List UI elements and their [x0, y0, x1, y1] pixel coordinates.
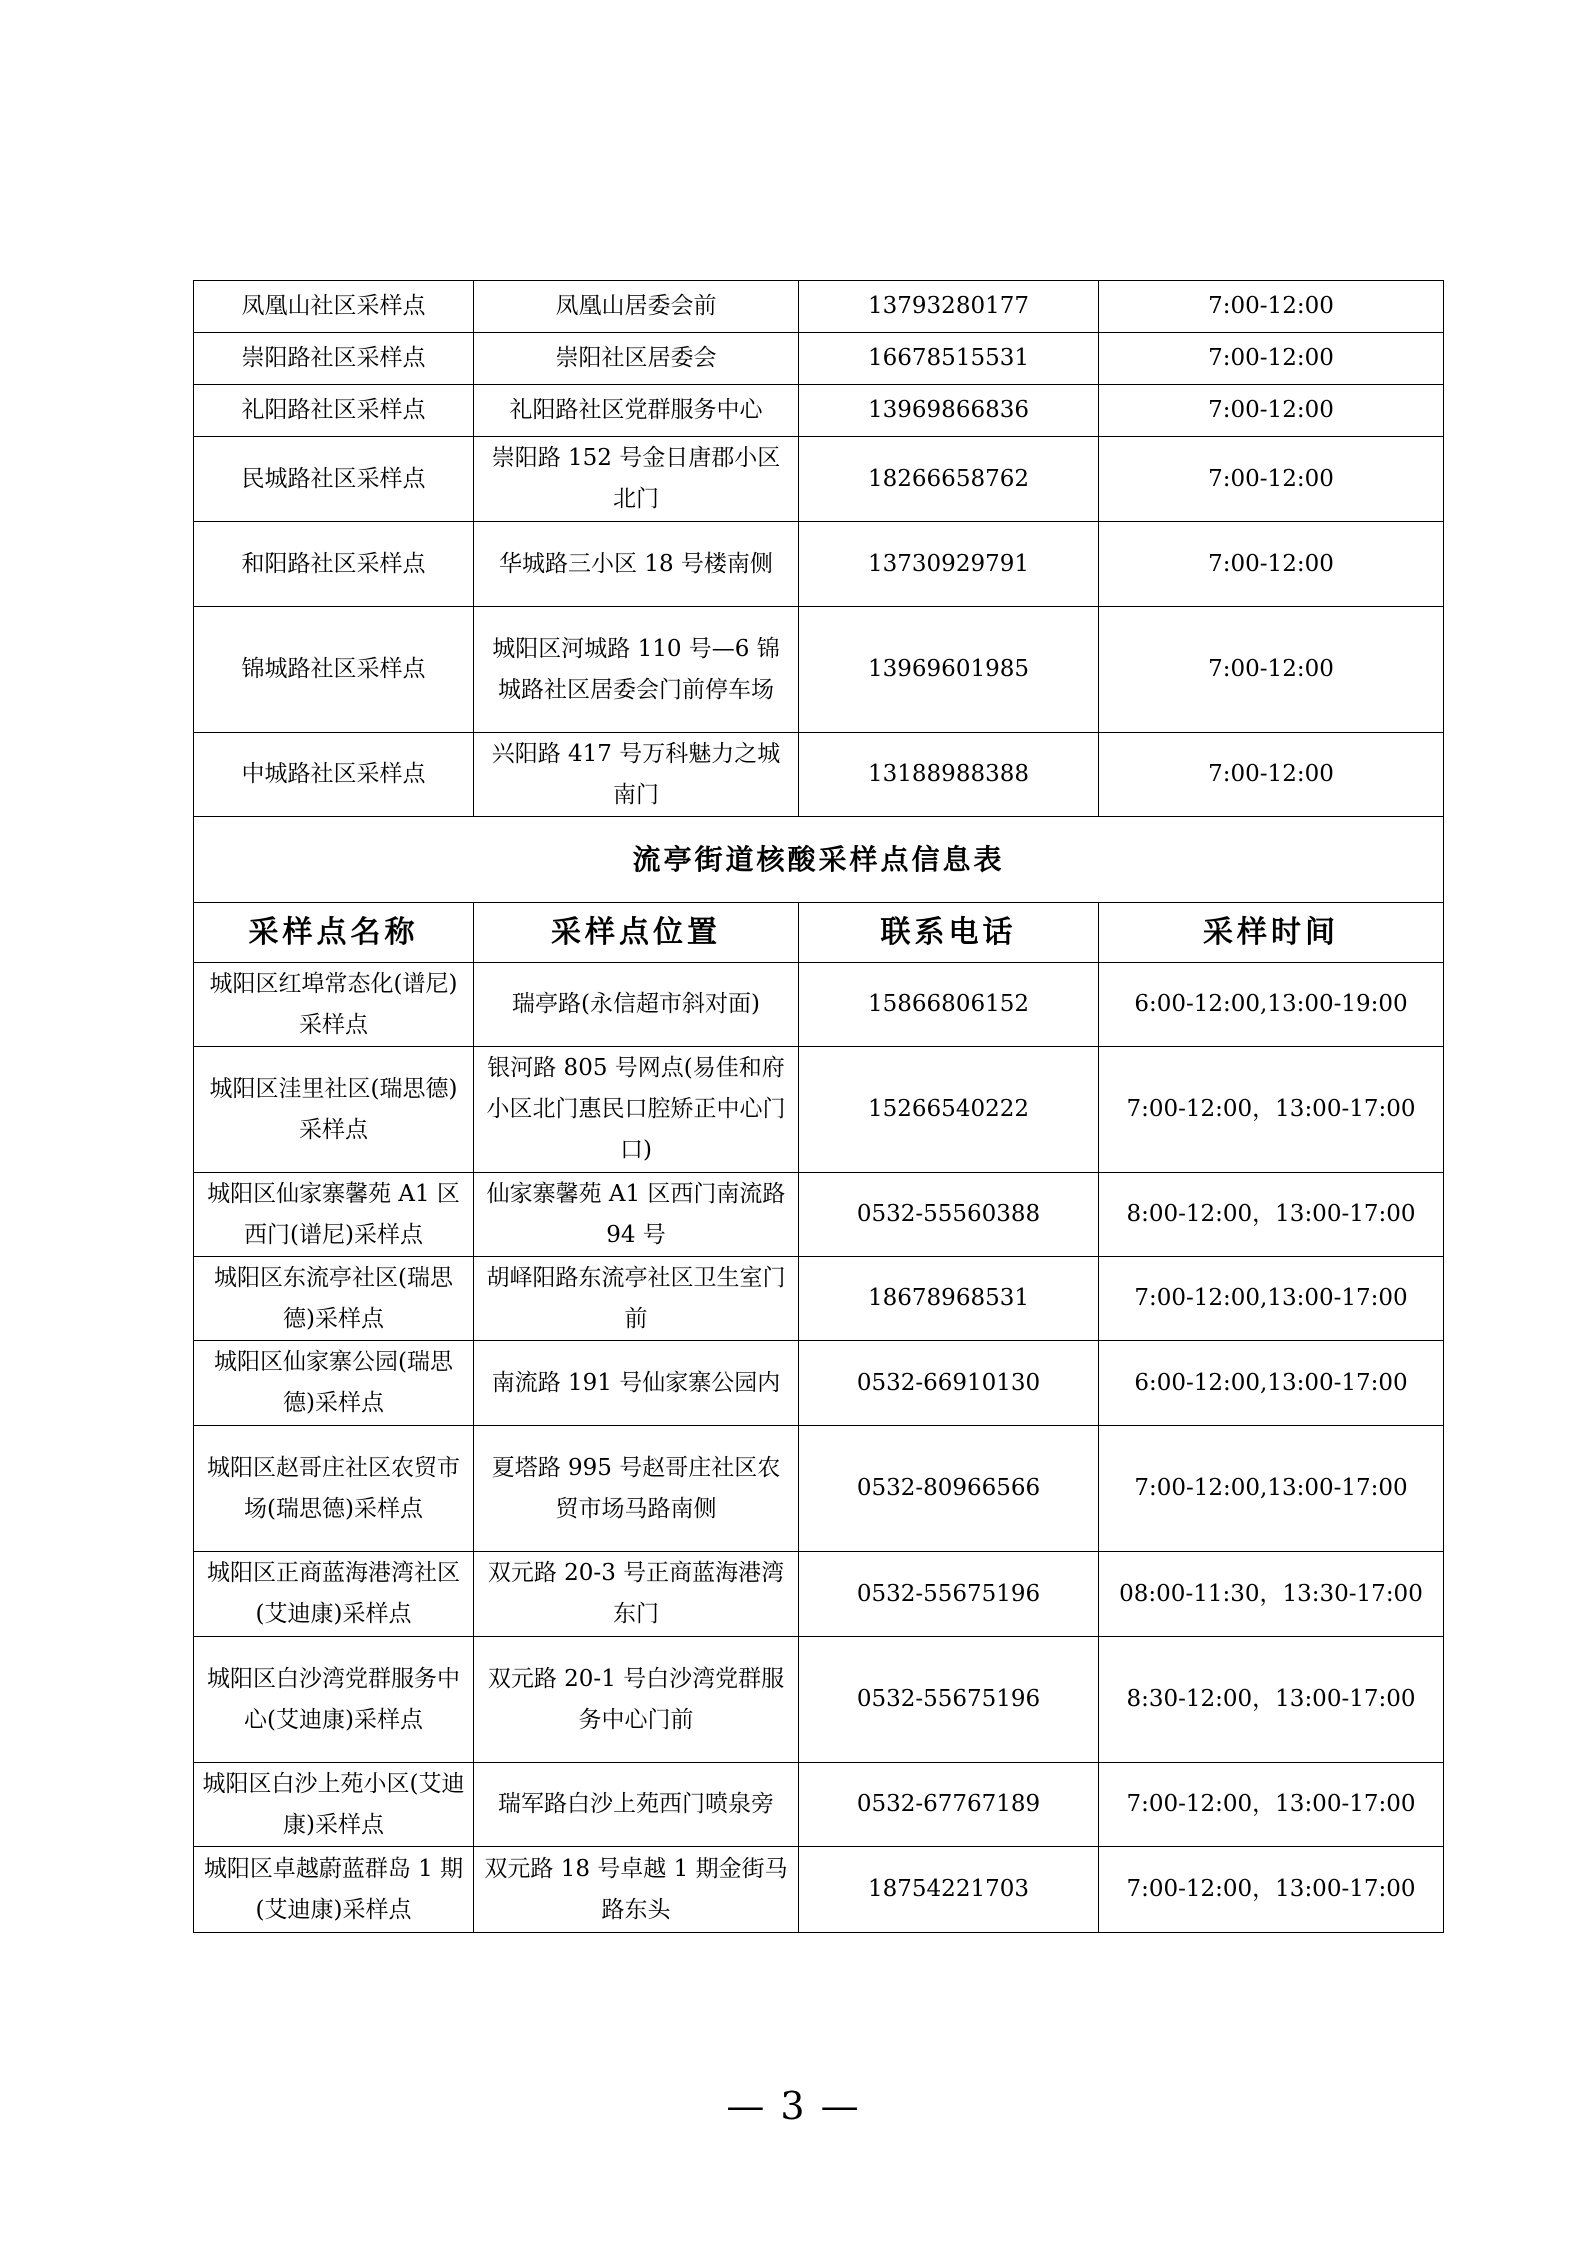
header-name: 采样点名称: [194, 903, 474, 963]
site-location-cell: 瑞亭路(永信超市斜对面): [474, 963, 799, 1047]
site-time-cell: 7:00-12:00: [1099, 607, 1444, 733]
site-time-cell: 7:00-12:00: [1099, 522, 1444, 607]
table-row: [194, 1047, 1444, 1173]
site-name-cell: 和阳路社区采样点: [194, 522, 474, 607]
site-phone-cell: 0532-55560388: [799, 1173, 1099, 1257]
site-phone-cell: 15866806152: [799, 963, 1099, 1047]
site-phone-cell: 13730929791: [799, 522, 1099, 607]
table-row: [194, 1763, 1444, 1847]
table-row: [194, 333, 1444, 385]
site-name-cell: 城阳区仙家寨馨苑 A1 区西门(谱尼)采样点: [194, 1173, 474, 1257]
site-phone-cell: 0532-55675196: [799, 1637, 1099, 1763]
site-time-cell: 7:00-12:00: [1099, 733, 1444, 817]
site-location-cell: 夏塔路 995 号赵哥庄社区农贸市场马路南侧: [474, 1426, 799, 1552]
site-time-cell: 7:00-12:00,13:00-17:00: [1099, 1257, 1444, 1341]
table-row: [194, 1847, 1444, 1933]
site-location-cell: 崇阳路 152 号金日唐郡小区北门: [474, 437, 799, 522]
site-name-cell: 城阳区卓越蔚蓝群岛 1 期(艾迪康)采样点: [194, 1847, 474, 1933]
table-row: [194, 522, 1444, 607]
table-row: [194, 1173, 1444, 1257]
site-name-cell: 城阳区仙家寨公园(瑞思德)采样点: [194, 1341, 474, 1426]
site-location-cell: 双元路 18 号卓越 1 期金街马路东头: [474, 1847, 799, 1933]
site-phone-cell: 0532-66910130: [799, 1341, 1099, 1426]
site-phone-cell: 18266658762: [799, 437, 1099, 522]
site-location-cell: 胡峄阳路东流亭社区卫生室门前: [474, 1257, 799, 1341]
site-location-cell: 凤凰山居委会前: [474, 281, 799, 333]
page-number: — 3 —: [726, 2084, 861, 2128]
site-phone-cell: 13969866836: [799, 385, 1099, 437]
site-name-cell: 城阳区赵哥庄社区农贸市场(瑞思德)采样点: [194, 1426, 474, 1552]
table-row: [194, 1637, 1444, 1763]
site-phone-cell: 0532-80966566: [799, 1426, 1099, 1552]
site-time-cell: 7:00-12:00，13:00-17:00: [1099, 1763, 1444, 1847]
section-title-row: [194, 817, 1444, 903]
site-time-cell: 6:00-12:00,13:00-19:00: [1099, 963, 1444, 1047]
table-row: [194, 281, 1444, 333]
site-name-cell: 城阳区白沙上苑小区(艾迪康)采样点: [194, 1763, 474, 1847]
site-location-cell: 礼阳路社区党群服务中心: [474, 385, 799, 437]
table-row: [194, 1341, 1444, 1426]
table-row: [194, 1257, 1444, 1341]
table-row: [194, 1426, 1444, 1552]
site-phone-cell: 0532-67767189: [799, 1763, 1099, 1847]
site-location-cell: 瑞军路白沙上苑西门喷泉旁: [474, 1763, 799, 1847]
site-time-cell: 7:00-12:00: [1099, 333, 1444, 385]
table-row: [194, 607, 1444, 733]
site-name-cell: 城阳区红埠常态化(谱尼)采样点: [194, 963, 474, 1047]
site-name-cell: 凤凰山社区采样点: [194, 281, 474, 333]
sampling-sites-table: [193, 280, 1444, 1933]
site-location-cell: 崇阳社区居委会: [474, 333, 799, 385]
site-name-cell: 城阳区洼里社区(瑞思德)采样点: [194, 1047, 474, 1173]
table-row: [194, 385, 1444, 437]
site-phone-cell: 15266540222: [799, 1047, 1099, 1173]
site-time-cell: 08:00-11:30，13:30-17:00: [1099, 1552, 1444, 1637]
site-location-cell: 仙家寨馨苑 A1 区西门南流路 94 号: [474, 1173, 799, 1257]
site-phone-cell: 18678968531: [799, 1257, 1099, 1341]
header-phone: 联系电话: [799, 903, 1099, 963]
site-name-cell: 锦城路社区采样点: [194, 607, 474, 733]
table-row: [194, 963, 1444, 1047]
site-name-cell: 民城路社区采样点: [194, 437, 474, 522]
site-name-cell: 崇阳路社区采样点: [194, 333, 474, 385]
table-row: [194, 437, 1444, 522]
site-location-cell: 南流路 191 号仙家寨公园内: [474, 1341, 799, 1426]
site-phone-cell: 13188988388: [799, 733, 1099, 817]
site-location-cell: 银河路 805 号网点(易佳和府小区北门惠民口腔矫正中心门口): [474, 1047, 799, 1173]
section-title: 流亭街道核酸采样点信息表: [194, 817, 1444, 903]
site-phone-cell: 13969601985: [799, 607, 1099, 733]
site-phone-cell: 18754221703: [799, 1847, 1099, 1933]
site-time-cell: 8:30-12:00，13:00-17:00: [1099, 1637, 1444, 1763]
site-location-cell: 华城路三小区 18 号楼南侧: [474, 522, 799, 607]
site-name-cell: 礼阳路社区采样点: [194, 385, 474, 437]
site-time-cell: 7:00-12:00,13:00-17:00: [1099, 1426, 1444, 1552]
header-location: 采样点位置: [474, 903, 799, 963]
site-phone-cell: 16678515531: [799, 333, 1099, 385]
site-time-cell: 8:00-12:00，13:00-17:00: [1099, 1173, 1444, 1257]
site-name-cell: 城阳区白沙湾党群服务中心(艾迪康)采样点: [194, 1637, 474, 1763]
site-location-cell: 双元路 20-1 号白沙湾党群服务中心门前: [474, 1637, 799, 1763]
table-row: [194, 733, 1444, 817]
site-name-cell: 城阳区东流亭社区(瑞思德)采样点: [194, 1257, 474, 1341]
site-time-cell: 6:00-12:00,13:00-17:00: [1099, 1341, 1444, 1426]
site-location-cell: 双元路 20-3 号正商蓝海港湾东门: [474, 1552, 799, 1637]
header-row: [194, 903, 1444, 963]
table-row: [194, 1552, 1444, 1637]
site-phone-cell: 0532-55675196: [799, 1552, 1099, 1637]
site-name-cell: 城阳区正商蓝海港湾社区(艾迪康)采样点: [194, 1552, 474, 1637]
site-time-cell: 7:00-12:00: [1099, 385, 1444, 437]
site-location-cell: 城阳区河城路 110 号—6 锦城路社区居委会门前停车场: [474, 607, 799, 733]
site-time-cell: 7:00-12:00: [1099, 437, 1444, 522]
site-time-cell: 7:00-12:00: [1099, 281, 1444, 333]
site-time-cell: 7:00-12:00，13:00-17:00: [1099, 1047, 1444, 1173]
site-time-cell: 7:00-12:00，13:00-17:00: [1099, 1847, 1444, 1933]
site-phone-cell: 13793280177: [799, 281, 1099, 333]
site-location-cell: 兴阳路 417 号万科魅力之城南门: [474, 733, 799, 817]
header-time: 采样时间: [1099, 903, 1444, 963]
site-name-cell: 中城路社区采样点: [194, 733, 474, 817]
